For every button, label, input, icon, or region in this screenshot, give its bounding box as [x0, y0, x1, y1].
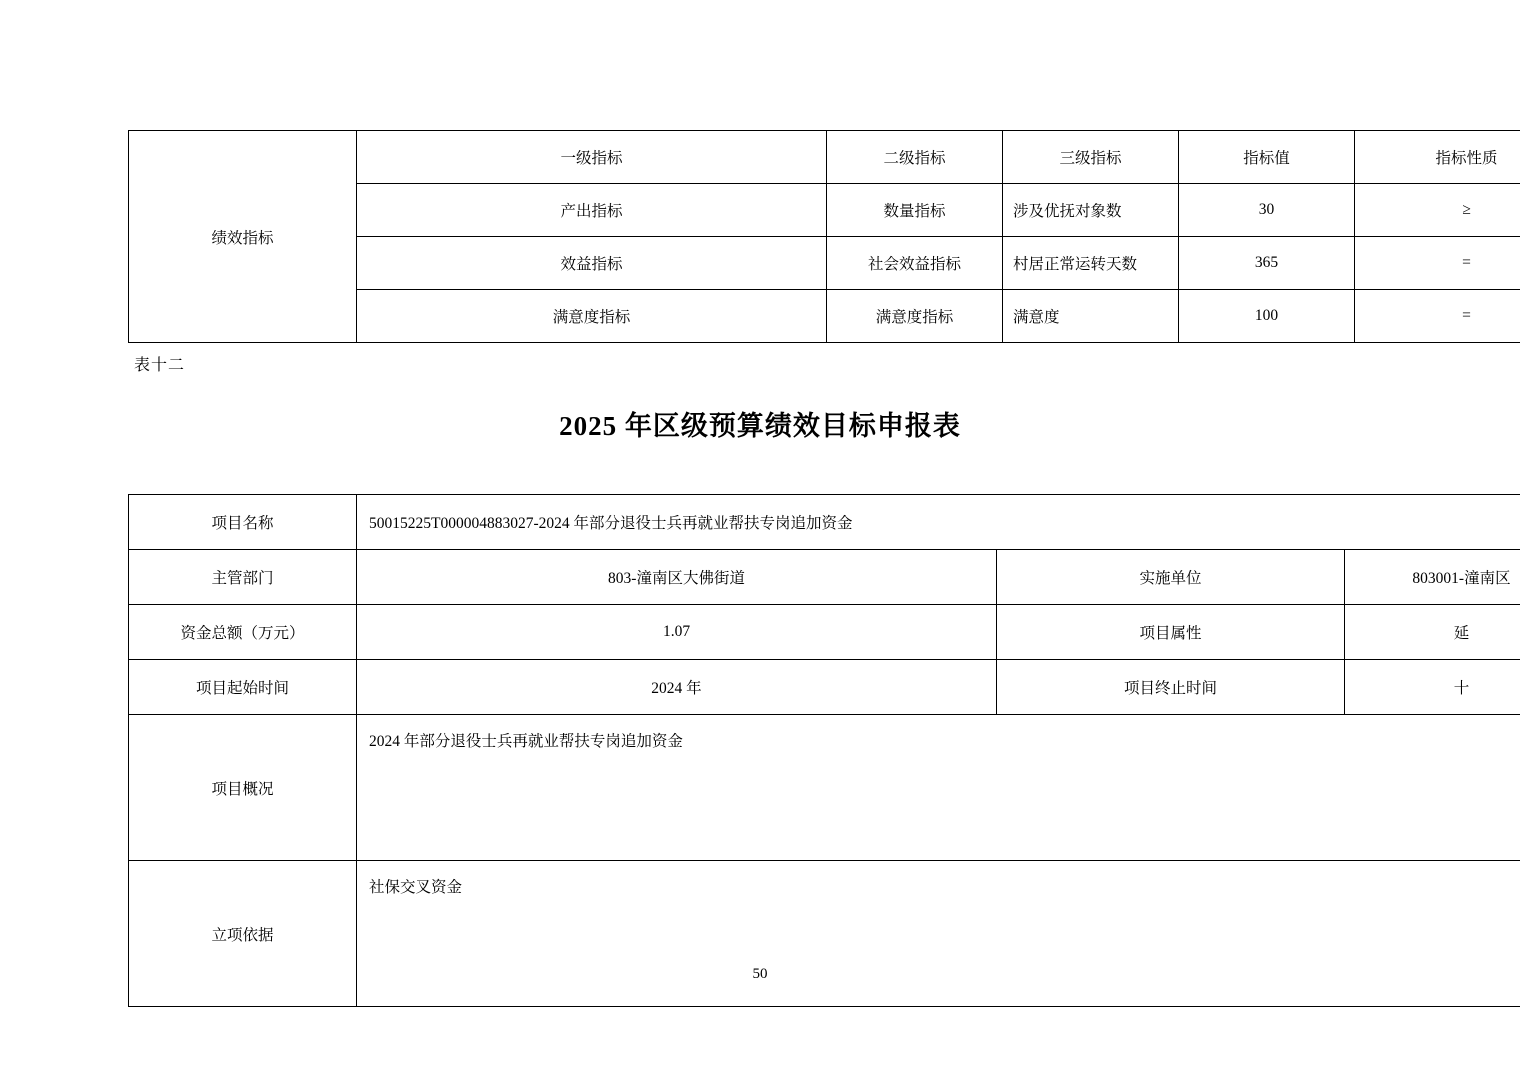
- label-project-attribute: 项目属性: [997, 605, 1345, 660]
- cell-nature: =: [1355, 290, 1520, 343]
- value-department: 803-潼南区大佛街道: [357, 550, 997, 605]
- form-row-start-time: [129, 660, 1520, 715]
- cell-value: 100: [1179, 290, 1355, 343]
- cell-level1: 效益指标: [357, 237, 827, 290]
- label-project-overview: 项目概况: [129, 715, 357, 861]
- cell-level3: 涉及优抚对象数: [1003, 184, 1179, 237]
- page-number: 50: [752, 966, 768, 982]
- label-implementing-unit: 实施单位: [997, 550, 1345, 605]
- value-end-time: 十: [1345, 660, 1520, 715]
- table-header-row: [129, 131, 1520, 184]
- value-implementing-unit: 803001-潼南区: [1345, 550, 1520, 605]
- cell-nature: =: [1355, 237, 1520, 290]
- cell-level2: 数量指标: [827, 184, 1003, 237]
- value-project-overview: 2024 年部分退役士兵再就业帮扶专岗追加资金: [357, 715, 1520, 861]
- label-project-basis: 立项依据: [129, 861, 357, 1007]
- form-row-basis: [129, 861, 1520, 1007]
- value-project-basis: 社保交叉资金: [357, 861, 1520, 1007]
- performance-row-label: 绩效指标: [129, 131, 357, 343]
- label-department: 主管部门: [129, 550, 357, 605]
- value-project-attribute: 延: [1345, 605, 1520, 660]
- label-total-amount: 资金总额（万元）: [129, 605, 357, 660]
- form-row-project-name: [129, 495, 1520, 550]
- cell-value: 365: [1179, 237, 1355, 290]
- header-value: 指标值: [1179, 131, 1355, 184]
- header-level3: 三级指标: [1003, 131, 1179, 184]
- header-nature: 指标性质: [1355, 131, 1520, 184]
- cell-level2: 社会效益指标: [827, 237, 1003, 290]
- cell-level2: 满意度指标: [827, 290, 1003, 343]
- cell-value: 30: [1179, 184, 1355, 237]
- label-start-time: 项目起始时间: [129, 660, 357, 715]
- form-row-department: [129, 550, 1520, 605]
- label-project-name: 项目名称: [129, 495, 357, 550]
- form-row-overview: [129, 715, 1520, 861]
- form-row-amount: [129, 605, 1520, 660]
- header-level1: 一级指标: [357, 131, 827, 184]
- budget-performance-form-table: [128, 494, 1520, 1007]
- header-level2: 二级指标: [827, 131, 1003, 184]
- value-total-amount: 1.07: [357, 605, 997, 660]
- cell-level3: 满意度: [1003, 290, 1179, 343]
- value-start-time: 2024 年: [357, 660, 997, 715]
- page-title: 2025 年区级预算绩效目标申报表: [559, 411, 961, 441]
- cell-nature: ≥: [1355, 184, 1520, 237]
- cell-level1: 产出指标: [357, 184, 827, 237]
- value-project-name: 50015225T000004883027-2024 年部分退役士兵再就业帮扶专岗追加资金: [357, 495, 1520, 550]
- performance-indicator-table: [128, 130, 1520, 343]
- label-end-time: 项目终止时间: [997, 660, 1345, 715]
- cell-level3: 村居正常运转天数: [1003, 237, 1179, 290]
- table-caption: 表十二: [134, 357, 186, 374]
- cell-level1: 满意度指标: [357, 290, 827, 343]
